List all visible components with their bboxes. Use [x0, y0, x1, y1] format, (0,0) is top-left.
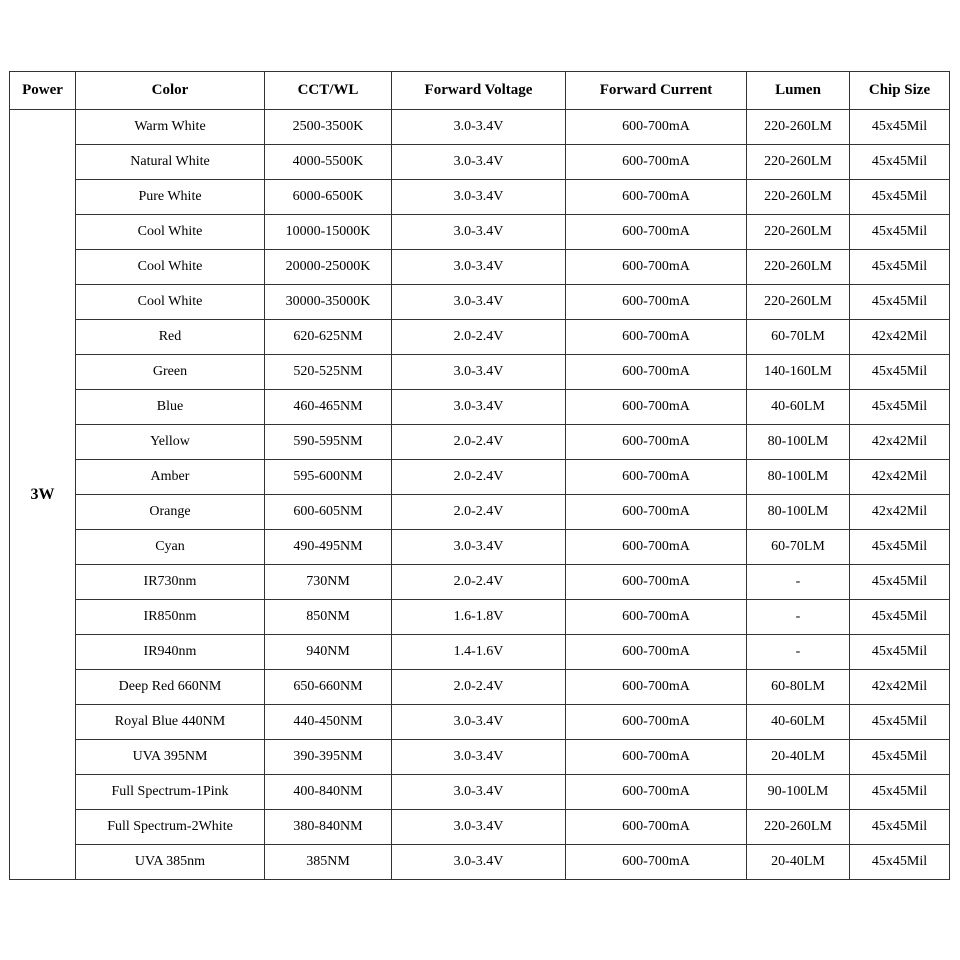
forward-current-cell: 600-700mA: [566, 425, 747, 460]
table-row: [10, 425, 950, 460]
table-row: [10, 495, 950, 530]
forward-current-cell: 600-700mA: [566, 635, 747, 670]
color-cell: Full Spectrum-1Pink: [76, 775, 265, 810]
header-chip-size: Chip Size: [850, 72, 950, 110]
chip-size-cell: 42x42Mil: [850, 320, 950, 355]
chip-size-cell: 45x45Mil: [850, 775, 950, 810]
color-cell: Cool White: [76, 215, 265, 250]
color-cell: Yellow: [76, 425, 265, 460]
color-cell: Deep Red 660NM: [76, 670, 265, 705]
table-row: [10, 460, 950, 495]
cct-wl-cell: 400-840NM: [265, 775, 392, 810]
header-lumen: Lumen: [747, 72, 850, 110]
table-row: [10, 670, 950, 705]
forward-voltage-cell: 3.0-3.4V: [392, 845, 566, 880]
chip-size-cell: 45x45Mil: [850, 705, 950, 740]
table-row: [10, 530, 950, 565]
cct-wl-cell: 4000-5500K: [265, 145, 392, 180]
lumen-cell: 40-60LM: [747, 390, 850, 425]
chip-size-cell: 45x45Mil: [850, 810, 950, 845]
cct-wl-cell: 620-625NM: [265, 320, 392, 355]
color-cell: Orange: [76, 495, 265, 530]
chip-size-cell: 45x45Mil: [850, 635, 950, 670]
cct-wl-cell: 2500-3500K: [265, 110, 392, 145]
forward-current-cell: 600-700mA: [566, 355, 747, 390]
forward-voltage-cell: 3.0-3.4V: [392, 285, 566, 320]
header-power: Power: [10, 72, 76, 110]
forward-current-cell: 600-700mA: [566, 390, 747, 425]
table-header-row: [10, 72, 950, 110]
cct-wl-cell: 30000-35000K: [265, 285, 392, 320]
cct-wl-cell: 940NM: [265, 635, 392, 670]
chip-size-cell: 42x42Mil: [850, 460, 950, 495]
forward-voltage-cell: 3.0-3.4V: [392, 810, 566, 845]
cct-wl-cell: 10000-15000K: [265, 215, 392, 250]
forward-current-cell: 600-700mA: [566, 845, 747, 880]
color-cell: Blue: [76, 390, 265, 425]
chip-size-cell: 45x45Mil: [850, 530, 950, 565]
power-cell: 3W: [10, 110, 76, 880]
color-cell: UVA 385nm: [76, 845, 265, 880]
chip-size-cell: 45x45Mil: [850, 355, 950, 390]
lumen-cell: 60-70LM: [747, 320, 850, 355]
table-row: [10, 740, 950, 775]
table-row: [10, 775, 950, 810]
forward-current-cell: 600-700mA: [566, 495, 747, 530]
table-row: [10, 390, 950, 425]
color-cell: Red: [76, 320, 265, 355]
color-cell: Cool White: [76, 285, 265, 320]
forward-current-cell: 600-700mA: [566, 460, 747, 495]
color-cell: Royal Blue 440NM: [76, 705, 265, 740]
lumen-cell: 220-260LM: [747, 215, 850, 250]
forward-current-cell: 600-700mA: [566, 775, 747, 810]
forward-voltage-cell: 2.0-2.4V: [392, 425, 566, 460]
lumen-cell: 220-260LM: [747, 285, 850, 320]
table-row: [10, 250, 950, 285]
forward-voltage-cell: 2.0-2.4V: [392, 565, 566, 600]
chip-size-cell: 45x45Mil: [850, 845, 950, 880]
forward-current-cell: 600-700mA: [566, 740, 747, 775]
table-row: [10, 565, 950, 600]
lumen-cell: 80-100LM: [747, 460, 850, 495]
forward-current-cell: 600-700mA: [566, 110, 747, 145]
lumen-cell: 80-100LM: [747, 425, 850, 460]
cct-wl-cell: 20000-25000K: [265, 250, 392, 285]
forward-current-cell: 600-700mA: [566, 250, 747, 285]
forward-voltage-cell: 3.0-3.4V: [392, 390, 566, 425]
table-row: [10, 180, 950, 215]
forward-current-cell: 600-700mA: [566, 320, 747, 355]
color-cell: Warm White: [76, 110, 265, 145]
table-row: [10, 320, 950, 355]
chip-size-cell: 42x42Mil: [850, 495, 950, 530]
lumen-cell: 60-80LM: [747, 670, 850, 705]
table-row: [10, 285, 950, 320]
table-row: [10, 635, 950, 670]
table-row: [10, 600, 950, 635]
cct-wl-cell: 380-840NM: [265, 810, 392, 845]
table-row: [10, 705, 950, 740]
forward-voltage-cell: 3.0-3.4V: [392, 180, 566, 215]
chip-size-cell: 45x45Mil: [850, 145, 950, 180]
forward-voltage-cell: 2.0-2.4V: [392, 320, 566, 355]
color-cell: Amber: [76, 460, 265, 495]
table-row: [10, 215, 950, 250]
forward-voltage-cell: 1.6-1.8V: [392, 600, 566, 635]
forward-current-cell: 600-700mA: [566, 285, 747, 320]
lumen-cell: 220-260LM: [747, 145, 850, 180]
cct-wl-cell: 6000-6500K: [265, 180, 392, 215]
cct-wl-cell: 520-525NM: [265, 355, 392, 390]
forward-voltage-cell: 3.0-3.4V: [392, 110, 566, 145]
color-cell: Full Spectrum-2White: [76, 810, 265, 845]
chip-size-cell: 45x45Mil: [850, 565, 950, 600]
forward-voltage-cell: 2.0-2.4V: [392, 495, 566, 530]
forward-voltage-cell: 3.0-3.4V: [392, 740, 566, 775]
color-cell: IR850nm: [76, 600, 265, 635]
color-cell: Cool White: [76, 250, 265, 285]
chip-size-cell: 42x42Mil: [850, 425, 950, 460]
lumen-cell: 60-70LM: [747, 530, 850, 565]
lumen-cell: 220-260LM: [747, 250, 850, 285]
forward-voltage-cell: 1.4-1.6V: [392, 635, 566, 670]
lumen-cell: 220-260LM: [747, 110, 850, 145]
chip-size-cell: 45x45Mil: [850, 110, 950, 145]
color-cell: Green: [76, 355, 265, 390]
chip-size-cell: 42x42Mil: [850, 670, 950, 705]
forward-current-cell: 600-700mA: [566, 530, 747, 565]
lumen-cell: 220-260LM: [747, 810, 850, 845]
lumen-cell: 80-100LM: [747, 495, 850, 530]
forward-current-cell: 600-700mA: [566, 600, 747, 635]
chip-size-cell: 45x45Mil: [850, 740, 950, 775]
chip-size-cell: 45x45Mil: [850, 285, 950, 320]
forward-voltage-cell: 3.0-3.4V: [392, 215, 566, 250]
forward-voltage-cell: 3.0-3.4V: [392, 530, 566, 565]
lumen-cell: -: [747, 565, 850, 600]
forward-current-cell: 600-700mA: [566, 705, 747, 740]
chip-size-cell: 45x45Mil: [850, 180, 950, 215]
lumen-cell: -: [747, 600, 850, 635]
lumen-cell: 20-40LM: [747, 740, 850, 775]
cct-wl-cell: 490-495NM: [265, 530, 392, 565]
lumen-cell: 140-160LM: [747, 355, 850, 390]
lumen-cell: 40-60LM: [747, 705, 850, 740]
header-forward-current: Forward Current: [566, 72, 747, 110]
lumen-cell: 20-40LM: [747, 845, 850, 880]
cct-wl-cell: 730NM: [265, 565, 392, 600]
cct-wl-cell: 850NM: [265, 600, 392, 635]
forward-voltage-cell: 3.0-3.4V: [392, 250, 566, 285]
header-color: Color: [76, 72, 265, 110]
header-forward-voltage: Forward Voltage: [392, 72, 566, 110]
forward-current-cell: 600-700mA: [566, 810, 747, 845]
lumen-cell: 220-260LM: [747, 180, 850, 215]
cct-wl-cell: 440-450NM: [265, 705, 392, 740]
forward-current-cell: 600-700mA: [566, 670, 747, 705]
color-cell: IR730nm: [76, 565, 265, 600]
forward-current-cell: 600-700mA: [566, 565, 747, 600]
led-spec-table: [9, 71, 950, 880]
chip-size-cell: 45x45Mil: [850, 215, 950, 250]
cct-wl-cell: 600-605NM: [265, 495, 392, 530]
cct-wl-cell: 650-660NM: [265, 670, 392, 705]
forward-voltage-cell: 2.0-2.4V: [392, 670, 566, 705]
cct-wl-cell: 460-465NM: [265, 390, 392, 425]
table-body: [10, 110, 950, 880]
forward-voltage-cell: 3.0-3.4V: [392, 705, 566, 740]
forward-voltage-cell: 3.0-3.4V: [392, 775, 566, 810]
table-row: [10, 110, 950, 145]
chip-size-cell: 45x45Mil: [850, 250, 950, 285]
forward-voltage-cell: 3.0-3.4V: [392, 355, 566, 390]
lumen-cell: -: [747, 635, 850, 670]
lumen-cell: 90-100LM: [747, 775, 850, 810]
table-row: [10, 145, 950, 180]
cct-wl-cell: 595-600NM: [265, 460, 392, 495]
forward-current-cell: 600-700mA: [566, 145, 747, 180]
color-cell: Cyan: [76, 530, 265, 565]
cct-wl-cell: 385NM: [265, 845, 392, 880]
color-cell: IR940nm: [76, 635, 265, 670]
cct-wl-cell: 390-395NM: [265, 740, 392, 775]
forward-voltage-cell: 3.0-3.4V: [392, 145, 566, 180]
chip-size-cell: 45x45Mil: [850, 390, 950, 425]
table-row: [10, 845, 950, 880]
chip-size-cell: 45x45Mil: [850, 600, 950, 635]
table-row: [10, 355, 950, 390]
color-cell: UVA 395NM: [76, 740, 265, 775]
color-cell: Pure White: [76, 180, 265, 215]
table-row: [10, 810, 950, 845]
cct-wl-cell: 590-595NM: [265, 425, 392, 460]
forward-voltage-cell: 2.0-2.4V: [392, 460, 566, 495]
header-cct-wl: CCT/WL: [265, 72, 392, 110]
color-cell: Natural White: [76, 145, 265, 180]
forward-current-cell: 600-700mA: [566, 215, 747, 250]
forward-current-cell: 600-700mA: [566, 180, 747, 215]
